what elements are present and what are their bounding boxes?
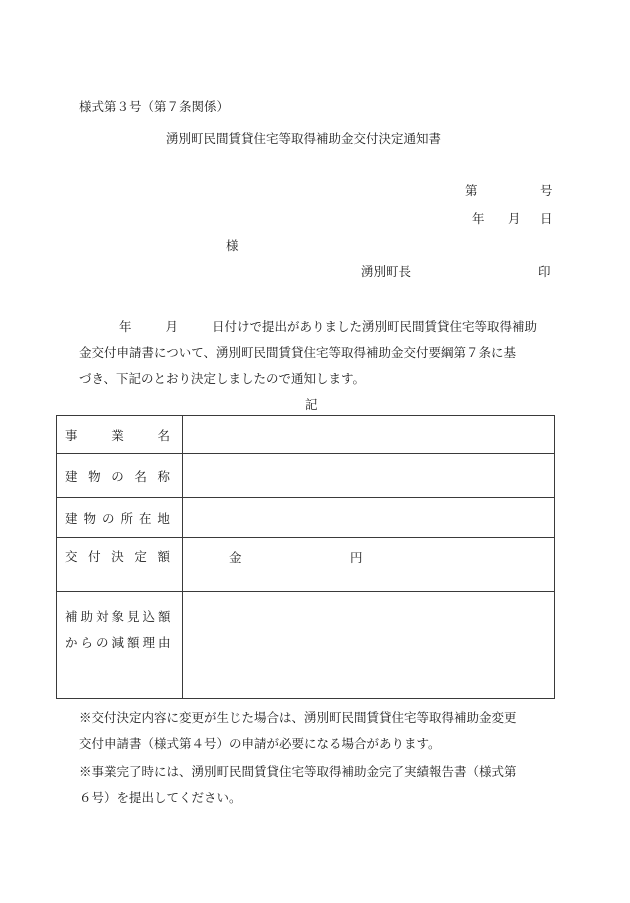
body-month-label: 月 xyxy=(165,319,179,334)
ki-heading: 記 xyxy=(305,397,318,412)
row-value-building-location xyxy=(183,498,555,538)
table-row xyxy=(57,416,555,454)
date-year-label: 年 xyxy=(472,211,485,226)
date-month-label: 月 xyxy=(508,211,521,226)
note-1-line-1: ※交付決定内容に変更が生じた場合は、湧別町民間賃貸住宅等取得補助金変更 xyxy=(79,710,517,725)
table-row xyxy=(57,592,555,699)
amount-yen-label: 円 xyxy=(350,550,363,565)
date-day-label: 日 xyxy=(540,211,553,226)
form-number: 様式第３号（第７条関係） xyxy=(79,99,230,114)
row-value-business-name xyxy=(183,416,555,454)
row-label-reduction-reason: 補助対象見込額 からの減額理由 xyxy=(57,592,183,699)
note-1-line-2: 交付申請書（様式第４号）の申請が必要になる場合があります。 xyxy=(79,736,441,751)
table-row xyxy=(57,538,555,592)
table-row xyxy=(57,498,555,538)
row-value-grant-amount xyxy=(183,538,555,592)
note-2-line-1: ※事業完了時には、湧別町民間賃貸住宅等取得補助金完了実績報告書（様式第 xyxy=(79,764,517,779)
row-label-building-name: 建 物 の 名 称 xyxy=(57,454,183,498)
issuer-name: 湧別町長 xyxy=(361,264,412,279)
detail-table xyxy=(56,415,555,699)
body-line-2: 金交付申請書について、湧別町民間賃貸住宅等取得補助金交付要綱第７条に基 xyxy=(79,345,517,360)
row-label-business-name: 事 業 名 xyxy=(57,416,183,454)
row-label-building-location: 建 物 の 所 在 地 xyxy=(57,498,183,538)
body-year-label: 年 xyxy=(119,319,132,334)
reference-go: 号 xyxy=(540,183,553,198)
body-line-3: づき、下記のとおり決定しましたので通知します。 xyxy=(79,371,366,386)
row-value-reduction-reason xyxy=(183,592,555,699)
row-label-grant-amount: 交 付 決 定 額 xyxy=(57,538,183,592)
addressee-honorific: 様 xyxy=(226,238,239,253)
reference-dai: 第 xyxy=(465,183,478,198)
document-title: 湧別町民間賃貸住宅等取得補助金交付決定通知書 xyxy=(166,131,442,146)
table-row xyxy=(57,454,555,498)
body-line-1 xyxy=(79,321,537,334)
seal-mark: 印 xyxy=(538,264,551,279)
amount-kin-label: 金 xyxy=(229,550,242,565)
row-value-building-name xyxy=(183,454,555,498)
note-2-line-2: ６号）を提出してください。 xyxy=(79,790,242,805)
body-line-1-text: 日付けで提出がありました湧別町民間賃貸住宅等取得補助 xyxy=(212,319,538,334)
